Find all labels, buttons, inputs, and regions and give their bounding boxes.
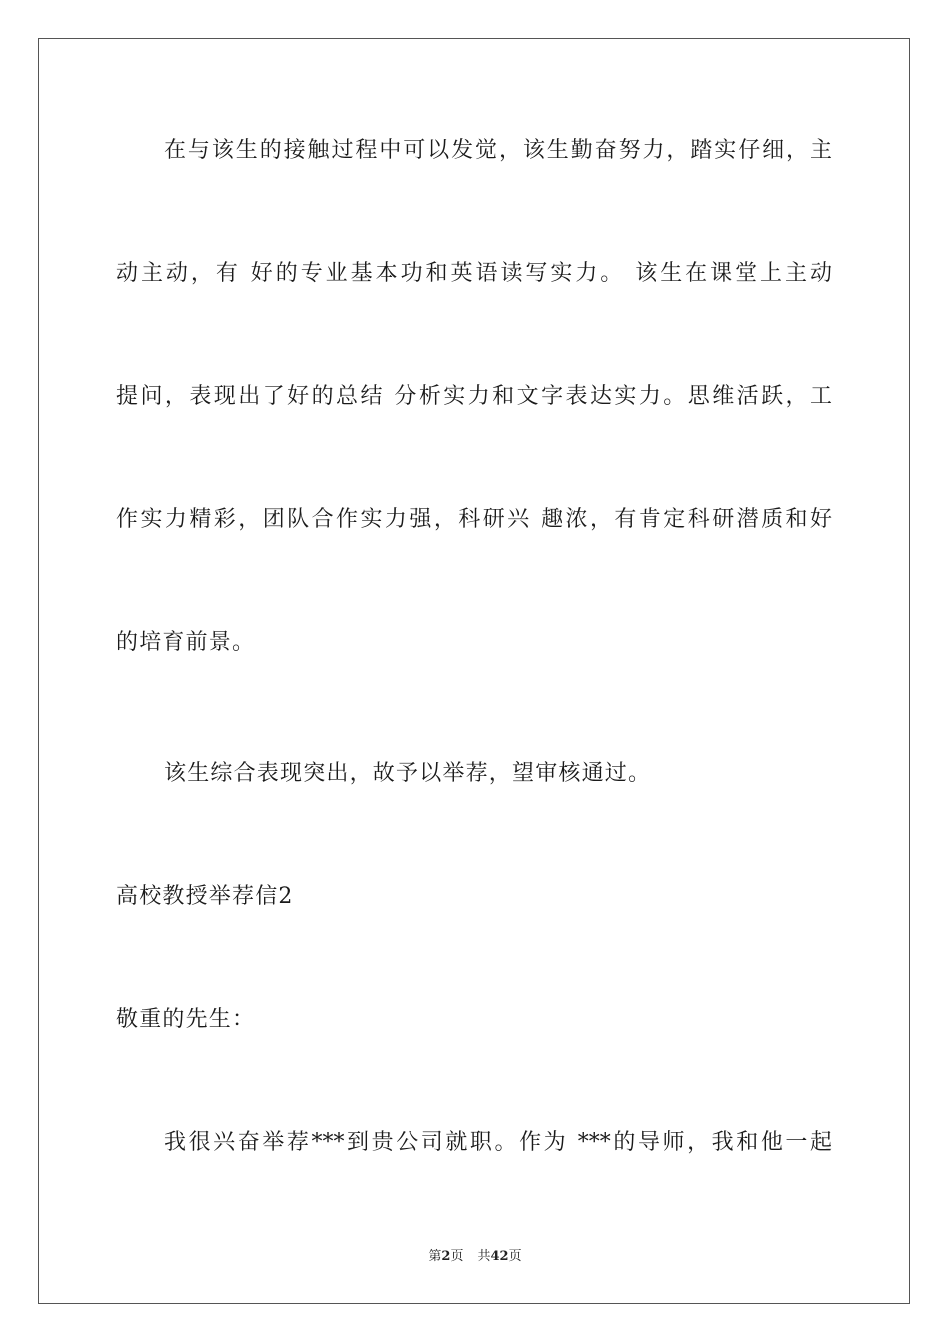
paragraph-line-2: 动主动，有 好的专业基本功和英语读写实力。 该生在课堂上主动 [116,261,832,286]
page-frame [38,38,910,1304]
paragraph-line-5: 的培育前景。 [116,630,256,655]
salutation: 敬重的先生： [116,1007,256,1032]
total-pages: 42 [490,1249,509,1264]
page-suffix: 页 [450,1249,464,1264]
page-number: 2 [441,1249,451,1264]
paragraph-line-3: 提问，表现出了好的总结 分析实力和文字表达实力。思维活跃，工 [116,384,832,409]
page-prefix: 第 [428,1249,442,1264]
total-prefix: 共 [477,1249,491,1264]
paragraph-line-1: 在与该生的接触过程中可以发觉，该生勤奋努力，踏实仔细，主 [164,138,832,163]
paragraph-line-6: 该生综合表现突出，故予以举荐，望审核通过。 [164,761,652,786]
total-suffix: 页 [508,1249,522,1264]
section-heading: 高校教授举荐信2 [116,884,294,909]
page-footer [0,1248,950,1266]
paragraph-line-9: 我很兴奋举荐***到贵公司就职。作为 ***的导师，我和他一起 [164,1130,832,1155]
paragraph-line-4: 作实力精彩，团队合作实力强，科研兴 趣浓，有肯定科研潜质和好 [116,507,832,532]
